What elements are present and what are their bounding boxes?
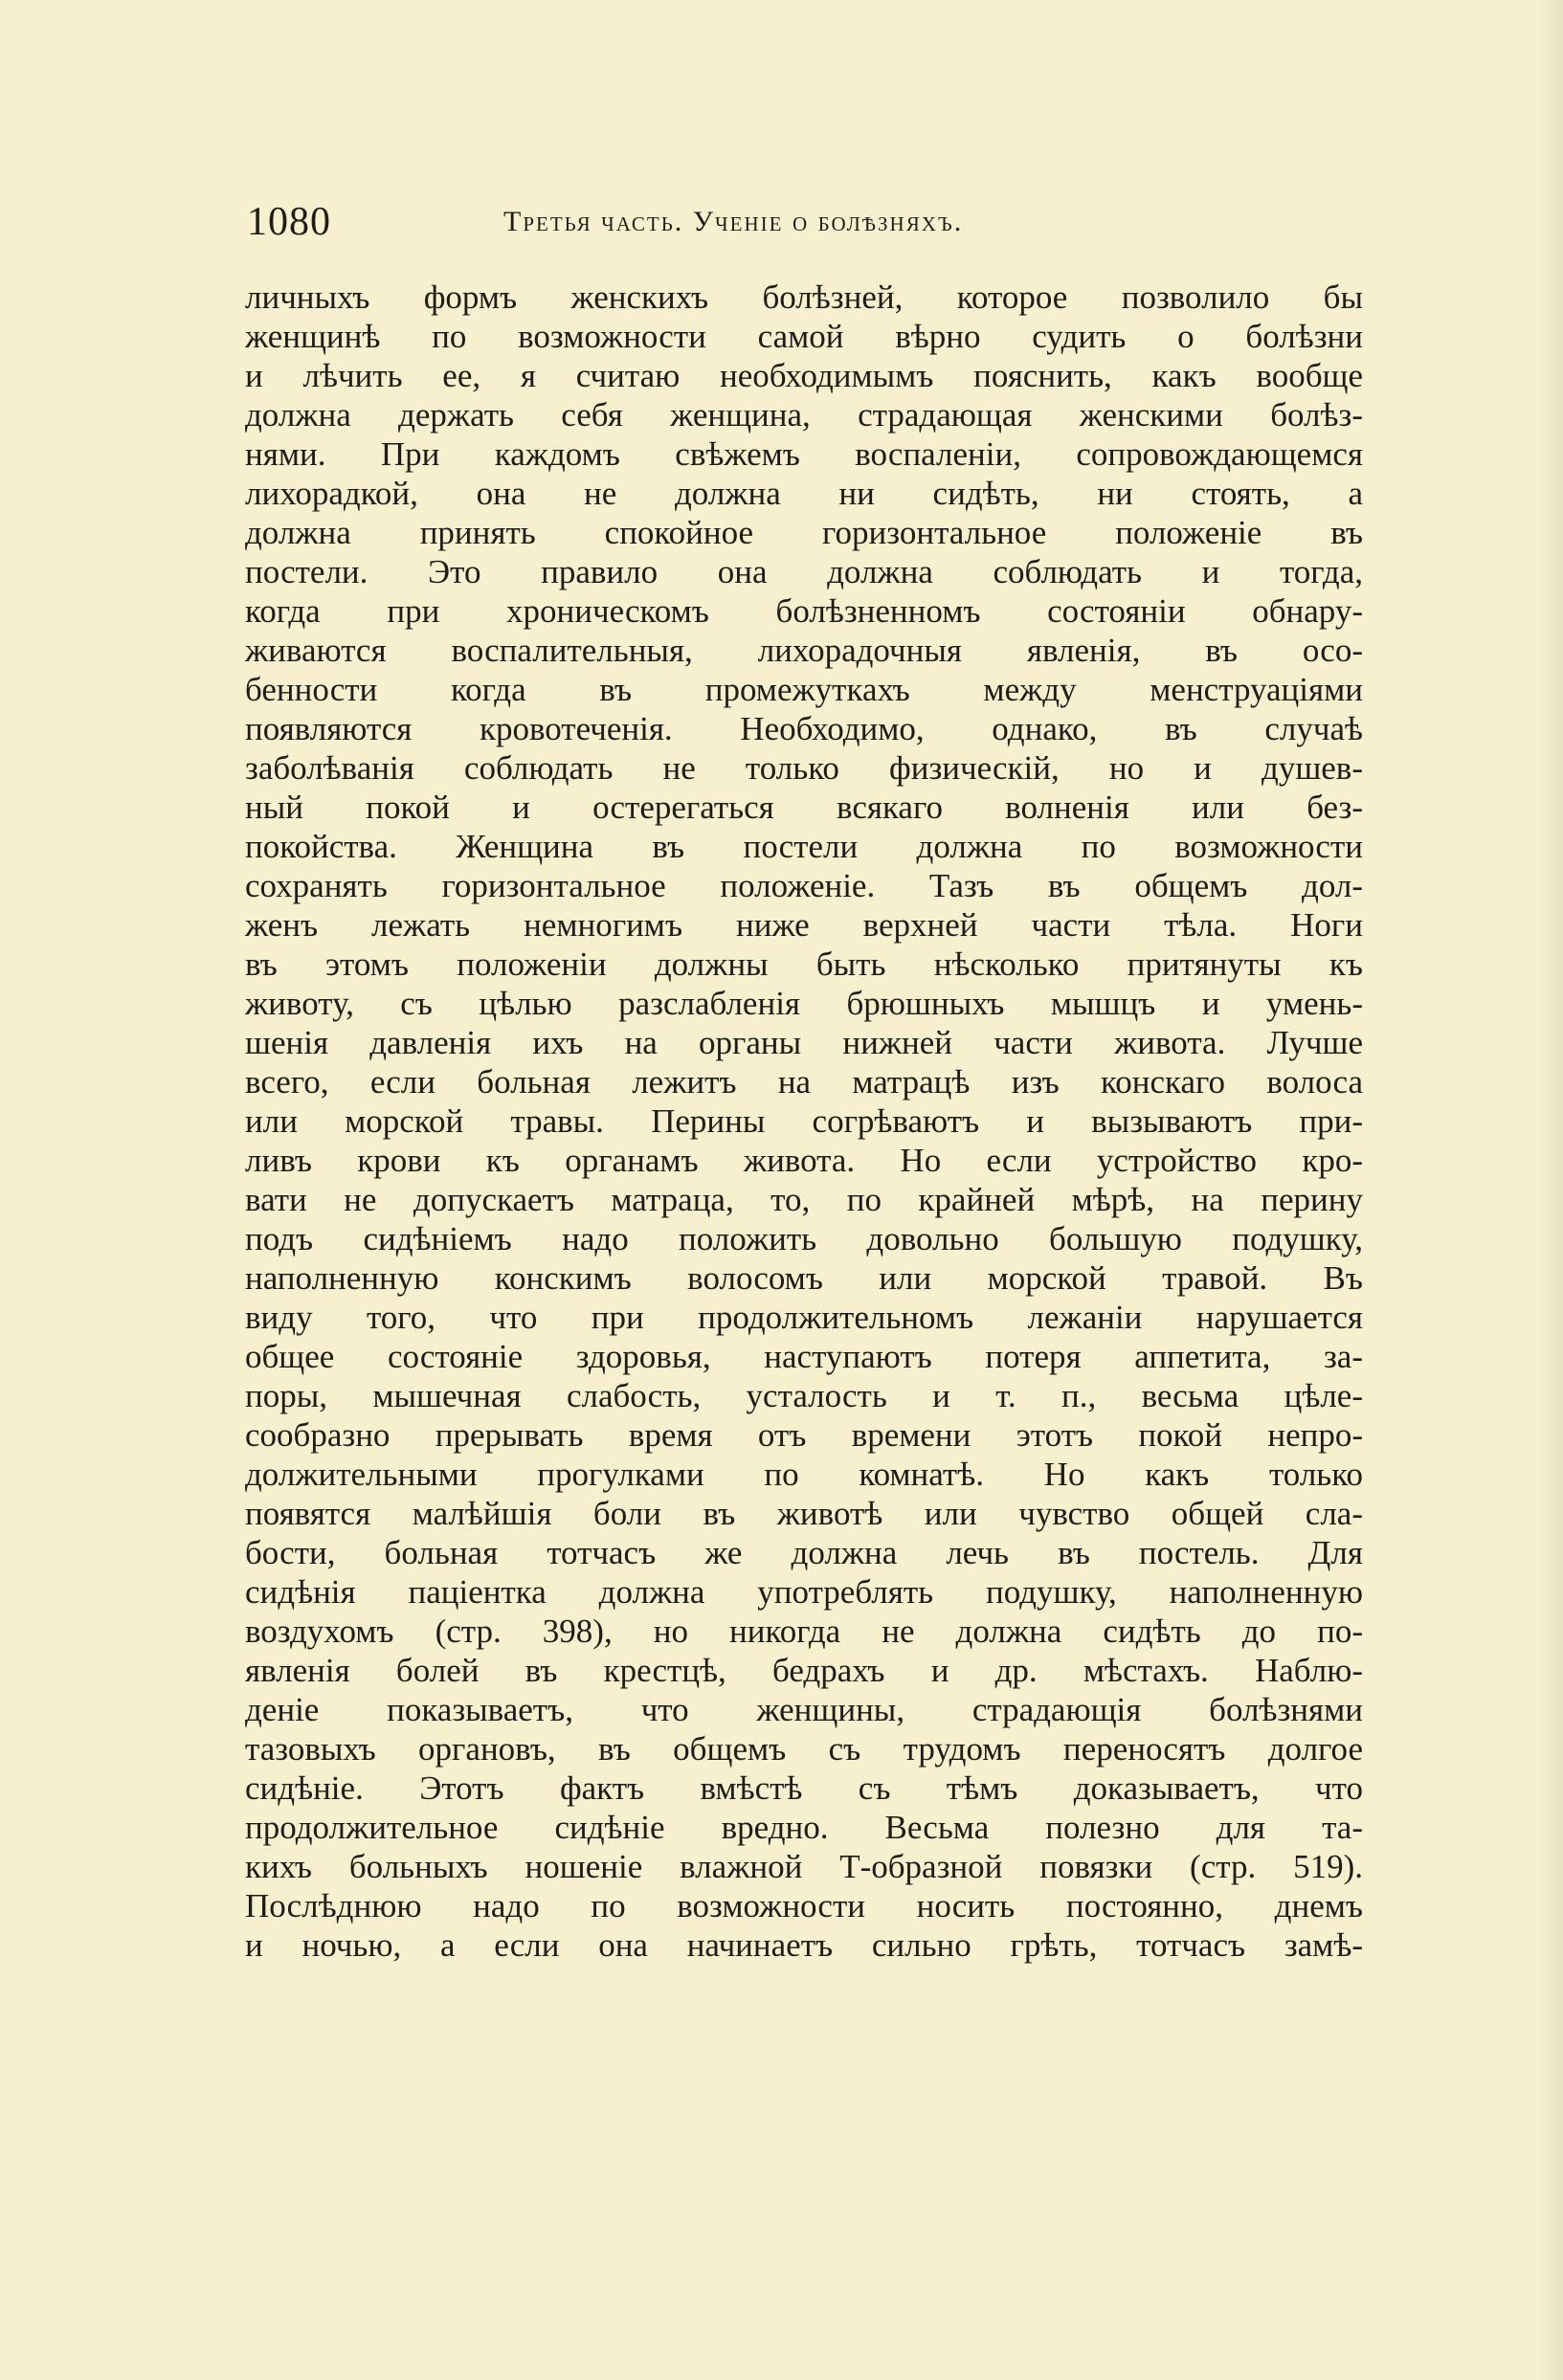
text-line: сидѣніе. Этотъ фактъ вмѣстѣ съ тѣмъ доказываетъ, что	[245, 1769, 1363, 1807]
text-line: покойства. Женщина въ постели должна по возможности	[245, 828, 1363, 865]
text-line: появятся малѣйшія боли въ животѣ или чувство общей сла-	[245, 1495, 1363, 1532]
text-line: женъ лежать немногимъ ниже верхней части тѣла. Ноги	[245, 906, 1363, 944]
text-line: личныхъ формъ женскихъ болѣзней, которое позволило бы	[245, 278, 1363, 316]
text-line: подъ сидѣніемъ надо положить довольно большую подушку,	[245, 1220, 1363, 1257]
text-line: постели. Это правило она должна соблюдать и тогда,	[245, 553, 1363, 590]
text-line: животу, съ цѣлью разслабленія брюшныхъ мышцъ и умень-	[245, 985, 1363, 1022]
text-line: виду того, что при продолжительномъ лежаніи нарушается	[245, 1299, 1363, 1336]
page-number: 1080	[247, 200, 331, 244]
text-line: ный покой и остерегаться всякаго волненія или без-	[245, 789, 1363, 826]
text-line: должна держать себя женщина, страдающая женскими болѣз-	[245, 396, 1363, 434]
text-line: явленія болей въ крестцѣ, бедрахъ и др. мѣстахъ. Наблю-	[245, 1652, 1363, 1689]
body-text	[245, 278, 1363, 1965]
text-line: должительными прогулками по комнатѣ. Но какъ только	[245, 1456, 1363, 1493]
text-line: Послѣднюю надо по возможности носить постоянно, днемъ	[245, 1887, 1363, 1924]
text-line: ливъ крови къ органамъ живота. Но если устройство кро-	[245, 1142, 1363, 1179]
text-line: женщинѣ по возможности самой вѣрно судить о болѣзни	[245, 318, 1363, 355]
text-line: бости, больная тотчасъ же должна лечь въ постель. Для	[245, 1534, 1363, 1571]
text-line: сохранять горизонтальное положеніе. Тазъ въ общемъ дол-	[245, 867, 1363, 904]
text-line: появляются кровотеченія. Необходимо, однако, въ случаѣ	[245, 710, 1363, 747]
page-edge-shadow	[1538, 0, 1563, 2380]
text-line: бенности когда въ промежуткахъ между менструаціями	[245, 671, 1363, 708]
text-line: сообразно прерывать время отъ времени этотъ покой непро-	[245, 1416, 1363, 1454]
text-line: поры, мышечная слабость, усталость и т. п., весьма цѣле-	[245, 1377, 1363, 1414]
text-line: или морской травы. Перины согрѣваютъ и вызываютъ при-	[245, 1102, 1363, 1140]
text-line: должна принять спокойное горизонтальное положеніе въ	[245, 514, 1363, 551]
text-line: воздухомъ (стр. 398), но никогда не должна сидѣть до по-	[245, 1613, 1363, 1650]
text-line: шенія давленія ихъ на органы нижней части живота. Лучше	[245, 1024, 1363, 1061]
text-line: и лѣчить ее, я считаю необходимымъ пояснить, какъ вообще	[245, 357, 1363, 394]
text-line: лихорадкой, она не должна ни сидѣть, ни стоять, а	[245, 475, 1363, 512]
text-line: кихъ больныхъ ношеніе влажной Т-образной повязки (стр. 519).	[245, 1848, 1363, 1885]
text-line: продолжительное сидѣніе вредно. Весьма полезно для та-	[245, 1809, 1363, 1846]
text-line: сидѣнія паціентка должна употреблять подушку, наполненную	[245, 1573, 1363, 1611]
running-head: Третья часть. Ученіе о болѣзняхъ.	[503, 206, 964, 237]
text-line: когда при хроническомъ болѣзненномъ состояніи обнару-	[245, 592, 1363, 630]
text-line: нями. При каждомъ свѣжемъ воспаленіи, сопровождающемся	[245, 435, 1363, 473]
text-line: общее состояніе здоровья, наступаютъ потеря аппетита, за-	[245, 1338, 1363, 1375]
text-line: живаются воспалительныя, лихорадочныя явленія, въ осо-	[245, 632, 1363, 669]
text-line: деніе показываетъ, что женщины, страдающія болѣзнями	[245, 1691, 1363, 1728]
text-line: всего, если больная лежитъ на матрацѣ изъ конскаго волоса	[245, 1063, 1363, 1101]
text-line: и ночью, а если она начинаетъ сильно грѣть, тотчасъ замѣ-	[245, 1926, 1363, 1964]
text-line: вати не допускаетъ матраца, то, по крайней мѣрѣ, на перину	[245, 1181, 1363, 1218]
page-header	[247, 193, 1338, 251]
text-line: въ этомъ положеніи должны быть нѣсколько притянуты къ	[245, 945, 1363, 983]
text-line: наполненную конскимъ волосомъ или морской травой. Въ	[245, 1259, 1363, 1297]
text-line: заболѣванія соблюдать не только физическій, но и душев-	[245, 749, 1363, 787]
text-line: тазовыхъ органовъ, въ общемъ съ трудомъ переносятъ долгое	[245, 1730, 1363, 1768]
